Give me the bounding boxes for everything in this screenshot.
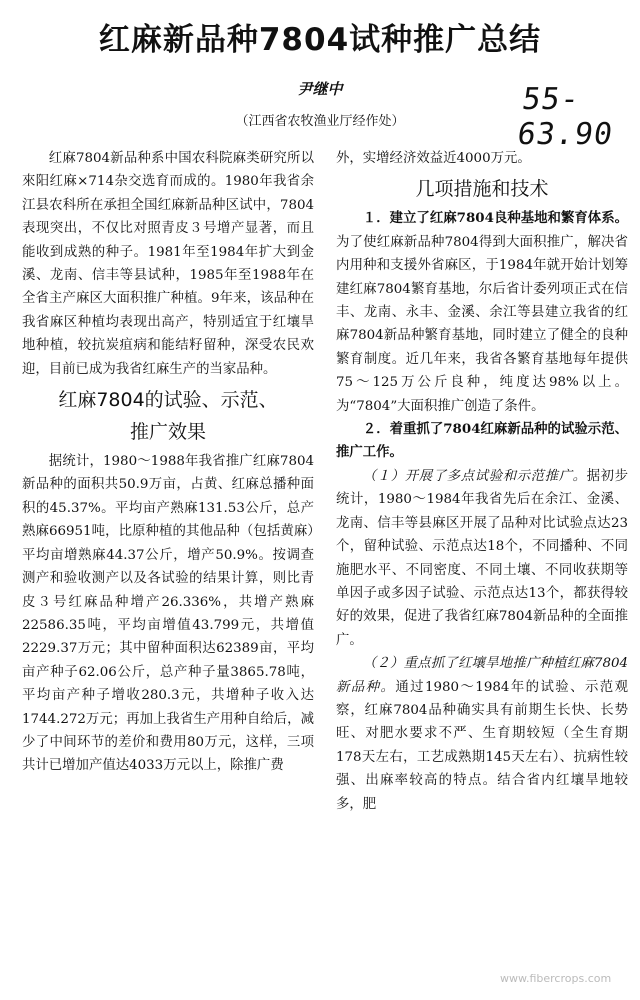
measure-2a-lead: （１）开展了多点试验和示范推广。 [362,468,587,484]
measure-2b-body: 通过1980～1984年的试验、示范观察，红麻7804品种确实具有前期生长快、长势旺、对肥水要求不严、生育期较短（全生育期178天左右，工艺成熟期145天左右）、抗病性较强、出麻率较高的特点。结合省内红壤旱地较多，肥 [336,679,629,812]
continued-paragraph: 外，实增经济效益近4000万元。 [336,151,531,166]
author-affiliation: （江西省农牧渔业厅经作处） [235,114,405,129]
measure-2b-paragraph [336,652,628,816]
results-paragraph: 据统计，1980～1988年我省推广红麻7804新品种的面积共50.9万亩，占黄、红麻总播种面积的45.37%。平均亩产熟麻131.53公斤，总产熟麻66951吨，比原种植的其他品种（包括黄麻）平均亩增熟麻44.37公斤，增产50.9%。按调查测产和验收测产以及各试验的结果计算，则比青皮３号红麻品种增产26.336%，共增产熟麻22586.35吨，平均亩增值43.799元，共增值2229.37万元；其中留种面积达62389亩，平均亩产种子62.06公斤，总产种子量3865.78吨，平均亩产种子增收280.3元，共增种子收入达1744.272万元；再加上我省生产用种自给后，减少了中间环节的差价和费用80万元，这样，三项共计已增加产值达4033万元以上，除推广费 [22,454,314,774]
watermark: www.fibercrops.com [500,972,612,985]
left-column [22,147,314,778]
intro-paragraph: 红麻7804新品种系中国农科院麻类研究所以來阳红麻×714杂交选育而成的。1980年我省余江县农科所在承担全国红麻新品种区试中，7804表现突出，不仅比对照青皮３号增产显著，而且能收到成熟的种子。1981年至1984年扩大到金溪、龙南、信丰等县试种，1985年至1988年在全省主产麻区大面积推广种植。9年来，该品种在我省麻区种植均表现出高产，特别适宜于红壤旱地种植，较抗炭疽病和能结籽留种，深受农民欢迎，目前已成为我省红麻生产的当家品种。 [22,151,314,377]
section-heading-line1: 红麻7804的试验、示范、 [58,389,278,412]
measure-1-body: 为了使红麻新品种7804得到大面积推广，解决省内用种和支援外省麻区，于1984年就开始计划筹建红麻7804繁育基地，尔后省计委列项正式在信丰、龙南、永丰、金溪、余江等县建立我省的红麻7804新品种繁育基地，同时建立了健全的良种繁育制度。近几年来，我省各繁育基地每年提供75～125万公斤良种，纯度达98%以上。为“7804”大面积推广创造了条件。 [336,234,628,414]
author-name: 尹继中 [297,80,343,98]
section-heading-measures: 几项措施和技术 [415,178,549,201]
measure-2b-lead: （２）重点抓了红壤旱地推广种植红麻7804新品种。 [336,656,628,695]
measure-2-lead: ２．着重抓了7804红麻新品种的试验示范、推广工作。 [336,421,628,461]
section-heading-results [22,384,314,448]
measure-1-lead: １．建立了红麻7804良种基地和繁育体系。 [362,210,628,227]
handwritten-note: 55-63.90 [515,82,616,152]
measure-1-paragraph [336,207,628,418]
section-heading-line2: 推广效果 [129,421,206,444]
article-title: 红麻新品种7804试种推广总结 [98,22,542,58]
measure-2a-paragraph [336,465,628,652]
right-column [336,147,628,816]
measure-2a-body: 据初步统计，1980～1984年我省先后在余江、金溪、龙南、信丰等县麻区开展了品种对比试验点达23个，留种试验、示范点达18个，不同播种、不同施肥水平、不同密度、不同土壤、不同收获期等单因子或多因子试验、示范点达13个，都获得较好的效果，促进了我省红麻7804新品种的全面推广。 [336,468,629,648]
